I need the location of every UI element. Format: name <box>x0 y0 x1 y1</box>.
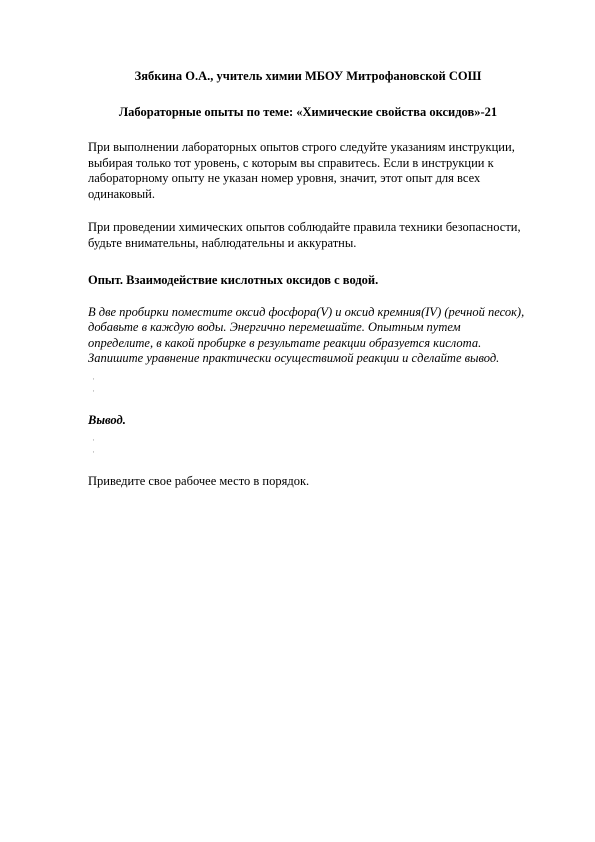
experiment-heading: Опыт. Взаимодействие кислотных оксидов с водой. <box>88 273 379 287</box>
closing-instruction: Приведите свое рабочее место в порядок. <box>88 474 310 488</box>
intro-paragraph: При выполнении лабораторных опытов строго следуйте указаниям инструкции, выбирая только тот уровень, с которым вы справитесь. Если в инструкции к лабораторному опыту не указан номер уровня, значит, этот опыт для всех одинаковый. <box>88 140 515 201</box>
answer-area-1 <box>88 373 528 399</box>
topic-title: Лабораторные опыты по теме: «Химические свойства оксидов»-21 <box>118 105 498 119</box>
answer-marker: · <box>92 447 95 457</box>
safety-paragraph: При проведении химических опытов соблюдайте правила техники безопасности, будьте внимательны, наблюдательны и аккуратны. <box>88 220 521 250</box>
document-content <box>88 68 528 490</box>
answer-marker: · <box>92 385 95 396</box>
answer-marker: · <box>92 435 95 445</box>
author-line: Зябкина О.А., учитель химии МБОУ Митрофановской СОШ <box>134 69 482 83</box>
task-instructions: В две пробирки поместите оксид фосфора(V) и оксид кремния(IV) (речной песок), добавьте в каждую воды. Энергично перемешайте. Опытным путем определите, в какой пробирке в результате реакции образуется кислота. Запишите уравнение практически осуществимой реакции и сделайте вывод. <box>88 304 525 365</box>
answer-area-2 <box>88 434 528 460</box>
conclusion-label: Вывод. <box>88 412 126 427</box>
answer-marker: · <box>92 373 95 384</box>
